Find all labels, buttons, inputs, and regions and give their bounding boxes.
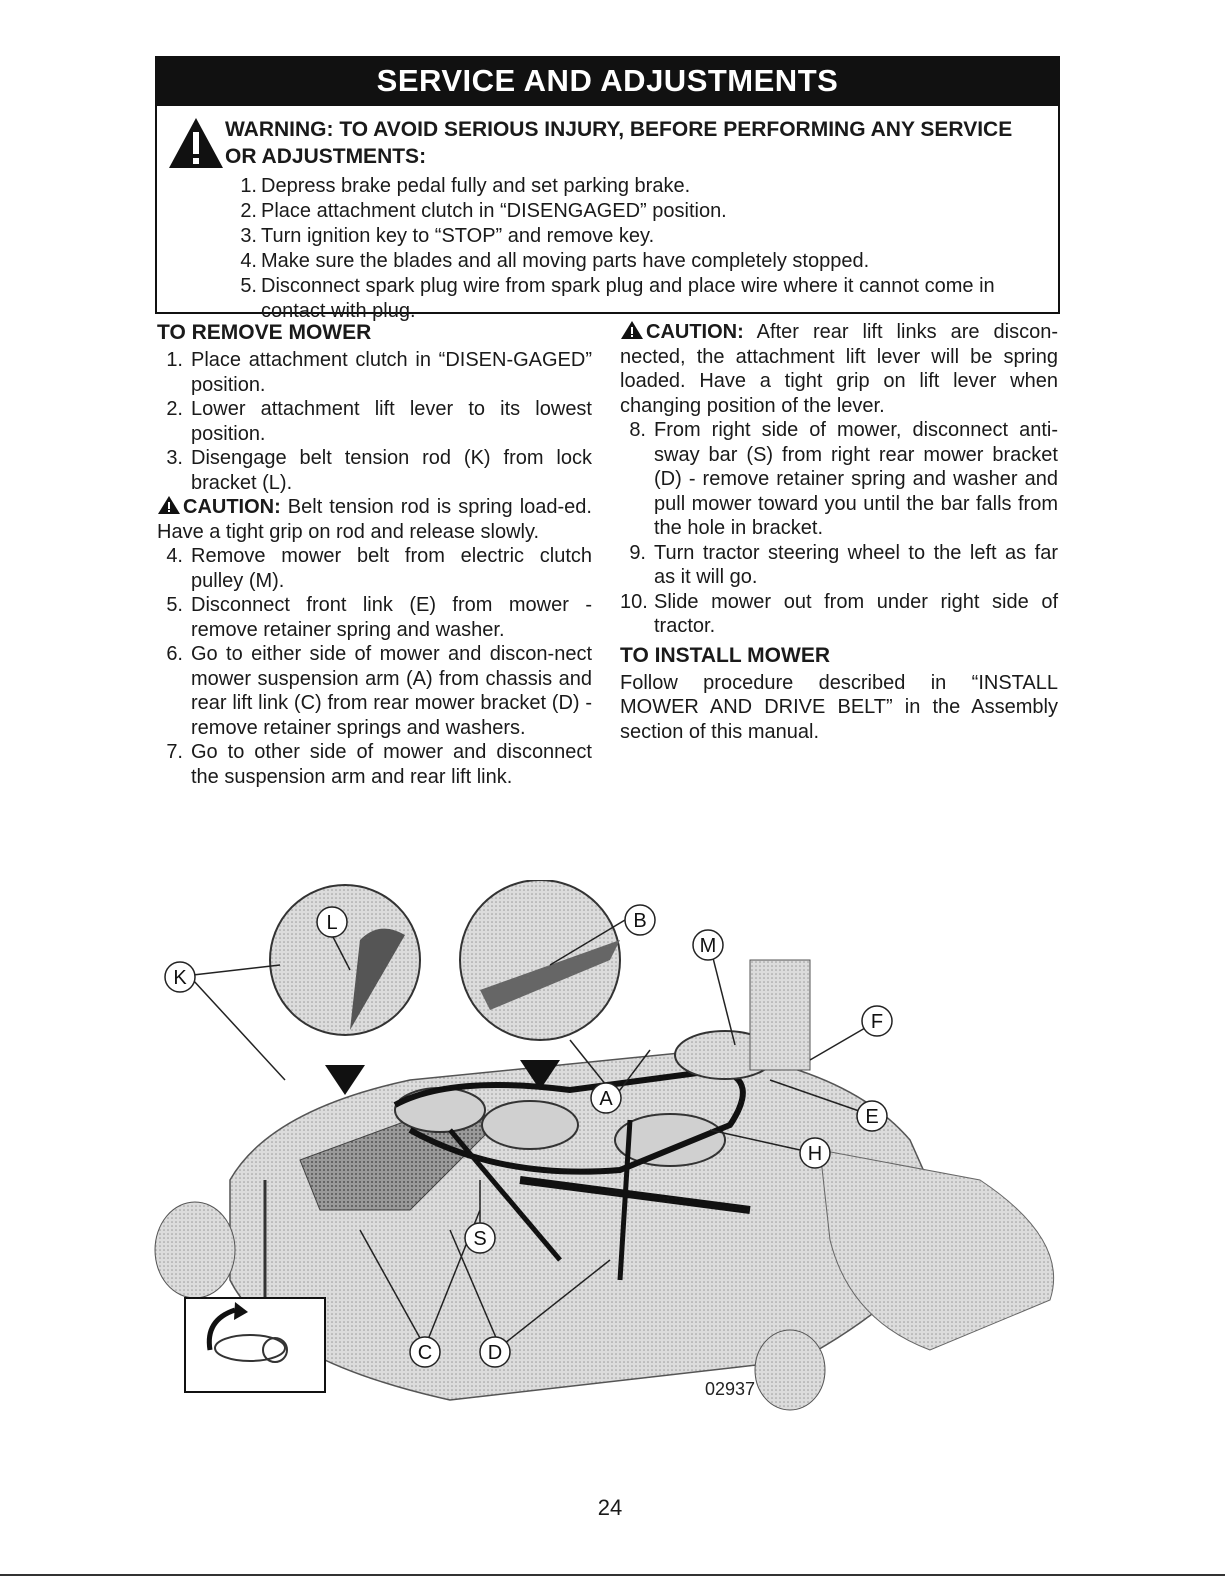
step: 1. Place attachment clutch in “DISEN-GAGED” position. [166,349,592,396]
remove-mower-heading: TO REMOVE MOWER [157,321,372,344]
warning-triangle-icon [167,116,225,170]
callout-a: A [599,1088,613,1110]
remove-steps [157,348,592,495]
step: 5. Disconnect front link (E) from mower - remove retainer spring and washer. [166,594,592,641]
caution-triangle-icon [620,320,644,340]
warning-item: 4. Make sure the blades and all moving parts have completely stopped. [240,250,870,272]
callout-e: E [865,1106,879,1128]
bottom-rule [0,1574,1225,1576]
remove-mower-column [157,320,592,789]
step: 9. Turn tractor steering wheel to the left as far as it will go. [629,541,1058,588]
callout-h: H [807,1143,823,1165]
page-number: 24 [597,1495,623,1520]
warning-item: 5. Disconnect spark plug wire from spark plug and place wire where it cannot come in contact with plug. [240,275,995,322]
warning-item: 2. Place attachment clutch in “DISENGAGED” position. [240,200,727,222]
step: 4. Remove mower belt from electric clutch pulley (M). [166,545,592,592]
remove-steps-right [620,418,1058,639]
step: 8. From right side of mower, disconnect anti-sway bar (S) from right rear mower bracket (D) - remove retainer spring and washer and pull mower toward you until the bar falls from the hole in bracket. [629,419,1058,539]
warning-title: WARNING: TO AVOID SERIOUS INJURY, BEFORE PERFORMING ANY SERVICE OR ADJUSTMENTS: [225,118,1013,168]
step: 7. Go to other side of mower and disconnect the suspension arm and rear lift link. [166,741,592,788]
mower-deck-illustration [150,880,1070,1440]
step: 10. Slide mower out from under right side of tractor. [620,590,1058,637]
step: 2. Lower attachment lift lever to its lowest position. [166,398,592,445]
callout-l: L [326,912,338,934]
caution-lift-lever: CAUTION: After rear lift links are discon-nected, the attachment lift lever will be spring loaded. Have a tight grip on lift lever when changing position of the lever. [620,321,1058,417]
step: 6. Go to either side of mower and discon-nect mower suspension arm (A) from chassis and rear lift link (C) from rear mower bracket (D) - remove retainer springs and washers. [166,643,592,739]
callout-c: C [417,1342,433,1364]
caution-belt-tension: CAUTION: Belt tension rod is spring load-ed. Have a tight grip on rod and release slowly. [157,496,592,543]
warning-item: 3. Turn ignition key to “STOP” and remove key. [240,225,655,247]
warning-item: 1. Depress brake pedal fully and set parking brake. [240,175,691,197]
callout-d: D [487,1342,503,1364]
remove-steps-continued [157,544,592,789]
callout-k: K [173,967,187,989]
caution-triangle-icon [157,495,181,515]
callout-m: M [699,935,717,957]
figure-code: 02937 [705,1379,756,1399]
right-column [620,320,1058,744]
page-title: SERVICE AND ADJUSTMENTS [155,56,1060,106]
callout-s: S [473,1228,487,1250]
warning-box [155,106,1060,322]
install-mower-text: Follow procedure described in “INSTALL MOWER AND DRIVE BELT” in the Assembly section of this manual. [620,671,1058,743]
callout-f: F [870,1011,884,1033]
warning-list [223,174,1043,324]
step: 3. Disengage belt tension rod (K) from lock bracket (L). [166,447,592,494]
install-mower-heading: TO INSTALL MOWER [620,643,830,667]
callout-b: B [633,910,647,932]
